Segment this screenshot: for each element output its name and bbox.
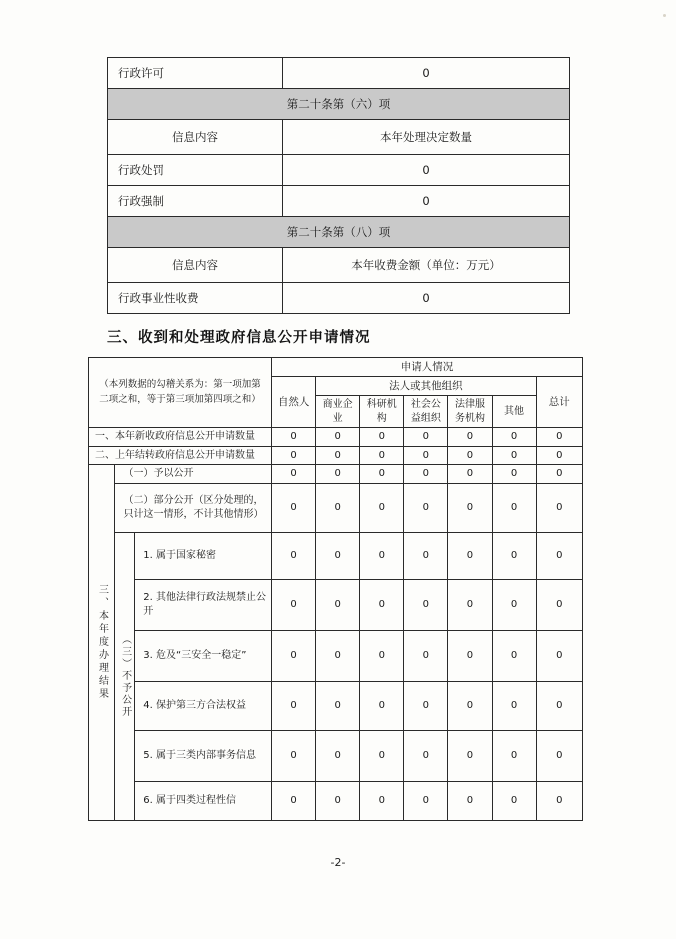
cell-value: 0 — [272, 730, 316, 781]
cell-value: 0 — [272, 579, 316, 630]
column-header-value: 本年收费金额（单位：万元） — [283, 248, 570, 283]
column-header-research: 科研机构 — [360, 396, 404, 428]
cell-value: 0 — [536, 428, 582, 447]
cell-value: 0 — [404, 465, 448, 484]
cell-value: 0 — [316, 428, 360, 447]
column-header-label: 信息内容 — [108, 120, 283, 155]
column-header-natural-person: 自然人 — [272, 377, 316, 428]
cell-value: 0 — [448, 630, 492, 681]
cell-value: 0 — [272, 483, 316, 532]
row-label-disclose-partial: （二）部分公开（区分处理的，只计这一情形，不计其他情形） — [115, 483, 272, 532]
table-row — [89, 483, 583, 532]
section-title: 第二十条第（八）项 — [108, 217, 570, 248]
column-header-value: 本年处理决定数量 — [283, 120, 570, 155]
cell-value: 0 — [360, 781, 404, 820]
cell-value: 0 — [360, 483, 404, 532]
cell-value: 0 — [360, 579, 404, 630]
cell-value: 0 — [404, 446, 448, 465]
row-label: 行政事业性收费 — [108, 283, 283, 314]
cell-value: 0 — [448, 681, 492, 730]
row-value: 0 — [283, 283, 570, 314]
cell-value: 0 — [360, 446, 404, 465]
row-label-third-party-rights: 4. 保护第三方合法权益 — [135, 681, 272, 730]
table-row — [89, 532, 583, 579]
cell-value: 0 — [492, 579, 536, 630]
cell-value: 0 — [360, 730, 404, 781]
cell-value: 0 — [448, 730, 492, 781]
cell-value: 0 — [536, 532, 582, 579]
row-label-carried-over: 二、上年结转政府信息公开申请数量 — [89, 446, 272, 465]
cell-value: 0 — [272, 532, 316, 579]
row-label: 行政处罚 — [108, 155, 283, 186]
column-header-legal-group: 法人或其他组织 — [316, 377, 536, 396]
cell-value: 0 — [316, 681, 360, 730]
table-row — [108, 283, 570, 314]
table-row — [89, 579, 583, 630]
row-label-internal-affairs: 5. 属于三类内部事务信息 — [135, 730, 272, 781]
cell-value: 0 — [404, 428, 448, 447]
column-header-public-welfare: 社会公益组织 — [404, 396, 448, 428]
cell-value: 0 — [536, 630, 582, 681]
section-title: 第二十条第（六）项 — [108, 89, 570, 120]
cell-value: 0 — [448, 579, 492, 630]
cell-value: 0 — [492, 428, 536, 447]
paper-speck — [663, 14, 666, 17]
cell-value: 0 — [492, 532, 536, 579]
cell-value: 0 — [492, 730, 536, 781]
applicant-group-header: 申请人情况 — [272, 358, 583, 377]
cell-value: 0 — [492, 446, 536, 465]
row-label-law-prohibited: 2. 其他法律行政法规禁止公开 — [135, 579, 272, 630]
cell-value: 0 — [404, 532, 448, 579]
cell-value: 0 — [404, 579, 448, 630]
table-row — [89, 446, 583, 465]
column-header-business: 商业企业 — [316, 396, 360, 428]
cell-value: 0 — [316, 730, 360, 781]
cell-value: 0 — [492, 630, 536, 681]
table-row — [108, 120, 570, 155]
cell-value: 0 — [536, 483, 582, 532]
cell-value: 0 — [536, 730, 582, 781]
cell-value: 0 — [316, 532, 360, 579]
row-label-process-info: 6. 属于四类过程性信 — [135, 781, 272, 820]
cell-value: 0 — [272, 428, 316, 447]
section-heading: 三、收到和处理政府信息公开申请情况 — [107, 330, 371, 346]
table-row — [108, 58, 570, 89]
cell-value: 0 — [360, 630, 404, 681]
cell-value: 0 — [360, 681, 404, 730]
row-label: 行政强制 — [108, 186, 283, 217]
table-row — [108, 248, 570, 283]
cell-value: 0 — [536, 781, 582, 820]
table-header-row — [89, 358, 583, 377]
cell-value: 0 — [272, 781, 316, 820]
table-row — [89, 781, 583, 820]
cell-value: 0 — [360, 465, 404, 484]
page-number: -2- — [330, 856, 346, 869]
cell-value: 0 — [448, 483, 492, 532]
row-value: 0 — [283, 58, 570, 89]
table-row — [89, 681, 583, 730]
row-value: 0 — [283, 155, 570, 186]
cell-value: 0 — [316, 483, 360, 532]
row-group-label-results: 三、本年度办理结果 — [89, 465, 115, 821]
cell-value: 0 — [272, 681, 316, 730]
application-handling-table — [88, 357, 583, 821]
cell-value: 0 — [448, 446, 492, 465]
cell-value: 0 — [492, 483, 536, 532]
cell-value: 0 — [536, 681, 582, 730]
table-row — [89, 428, 583, 447]
cell-value: 0 — [272, 630, 316, 681]
cell-value: 0 — [404, 630, 448, 681]
cell-value: 0 — [404, 781, 448, 820]
prefix-note: （本列数据的勾稽关系为：第一项加第二项之和，等于第三项加第四项之和） — [89, 358, 272, 428]
row-label: 行政许可 — [108, 58, 283, 89]
cell-value: 0 — [448, 428, 492, 447]
disclosure-summary-table — [107, 57, 570, 314]
table-row — [89, 630, 583, 681]
cell-value: 0 — [272, 446, 316, 465]
cell-value: 0 — [316, 781, 360, 820]
cell-value: 0 — [448, 781, 492, 820]
cell-value: 0 — [404, 483, 448, 532]
table-row — [89, 730, 583, 781]
row-label-disclose-full: （一）予以公开 — [115, 465, 272, 484]
column-header-other: 其他 — [492, 396, 536, 428]
cell-value: 0 — [536, 579, 582, 630]
cell-value: 0 — [360, 532, 404, 579]
cell-value: 0 — [404, 730, 448, 781]
table-row — [108, 217, 570, 248]
table-row — [108, 186, 570, 217]
table-row — [108, 155, 570, 186]
cell-value: 0 — [316, 446, 360, 465]
row-group-label-refuse: （三）不予公开 — [115, 532, 135, 820]
row-label-three-safety: 3. 危及“三安全一稳定” — [135, 630, 272, 681]
cell-value: 0 — [448, 532, 492, 579]
cell-value: 0 — [316, 579, 360, 630]
cell-value: 0 — [272, 465, 316, 484]
cell-value: 0 — [448, 465, 492, 484]
row-label-new-applications: 一、本年新收政府信息公开申请数量 — [89, 428, 272, 447]
cell-value: 0 — [404, 681, 448, 730]
cell-value: 0 — [360, 428, 404, 447]
cell-value: 0 — [536, 446, 582, 465]
cell-value: 0 — [492, 681, 536, 730]
table-row — [89, 465, 583, 484]
cell-value: 0 — [492, 465, 536, 484]
cell-value: 0 — [316, 630, 360, 681]
table-row — [108, 89, 570, 120]
cell-value: 0 — [316, 465, 360, 484]
cell-value: 0 — [492, 781, 536, 820]
column-header-legal-service: 法律服务机构 — [448, 396, 492, 428]
row-value: 0 — [283, 186, 570, 217]
row-label-state-secret: 1. 属于国家秘密 — [135, 532, 272, 579]
cell-value: 0 — [536, 465, 582, 484]
column-header-label: 信息内容 — [108, 248, 283, 283]
column-header-total: 总计 — [536, 377, 582, 428]
